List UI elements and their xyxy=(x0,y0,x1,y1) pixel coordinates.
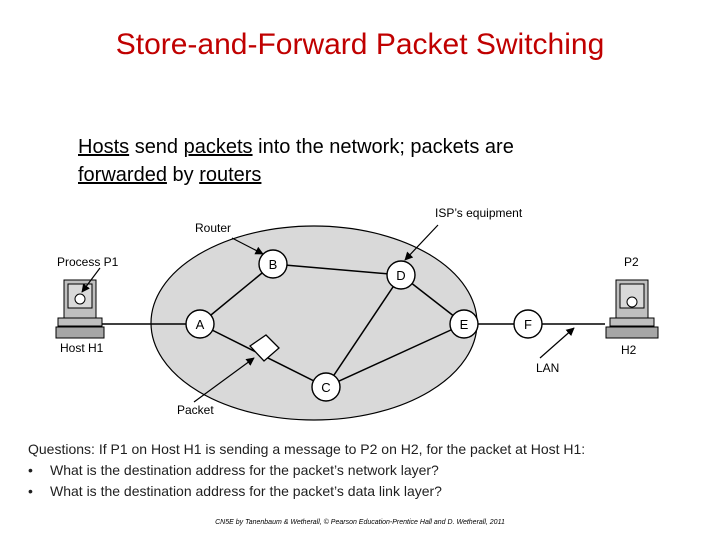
packet-label: Packet xyxy=(177,403,214,417)
intro-word-hosts: Hosts xyxy=(78,136,130,158)
host-h2-computer xyxy=(606,280,658,338)
router-a xyxy=(186,310,214,338)
h2-label: H2 xyxy=(621,343,637,357)
router-label: Router xyxy=(195,221,232,235)
router-c xyxy=(312,373,340,401)
question-text-2: What is the destination address for the packet’s data link layer? xyxy=(50,483,442,499)
intro-word-forwarded: forwarded xyxy=(78,164,167,186)
router-d xyxy=(387,261,415,289)
router-f-label: F xyxy=(524,317,532,332)
lan-arrow xyxy=(540,328,574,358)
router-c-label: C xyxy=(321,380,331,395)
question-text-1: What is the destination address for the packet’s network layer? xyxy=(50,462,439,478)
footer-credit: CN5E by Tanenbaum & Wetherall, © Pearson Education-Prentice Hall and D. Wetherall, 2011 xyxy=(215,519,505,526)
router-e-label: E xyxy=(459,317,469,332)
host-h1-computer xyxy=(56,280,104,338)
intro-word-by: by xyxy=(172,164,194,186)
p2-label: P2 xyxy=(624,255,639,269)
slide-title: Store-and-Forward Packet Switching xyxy=(115,28,605,61)
intro-word-routers: routers xyxy=(199,164,262,186)
process-p1-icon xyxy=(75,294,85,304)
intro-word-send: send xyxy=(134,136,179,158)
bullet-icon: • xyxy=(28,483,33,499)
intro-phrase: into the network; packets are xyxy=(258,136,514,158)
bullet-icon: • xyxy=(28,462,33,478)
router-e xyxy=(450,310,478,338)
router-b-label: B xyxy=(268,257,278,272)
router-f xyxy=(514,310,542,338)
router-b xyxy=(259,250,287,278)
questions-block xyxy=(28,439,708,502)
intro-word-packets: packets xyxy=(183,136,253,158)
router-a-label: A xyxy=(195,317,205,332)
questions-lead: Questions: If P1 on Host H1 is sending a message to P2 on H2, for the packet at Host H1: xyxy=(28,441,586,457)
process-p2-icon xyxy=(627,297,637,307)
router-d-label: D xyxy=(396,268,406,283)
lan-label: LAN xyxy=(536,361,560,375)
question-item-2 xyxy=(28,481,708,502)
process-p1-label: Process P1 xyxy=(57,255,119,269)
isp-equipment-label: ISP’s equipment xyxy=(435,206,523,220)
host-h1-label: Host H1 xyxy=(60,341,104,355)
question-item-1 xyxy=(28,460,708,481)
